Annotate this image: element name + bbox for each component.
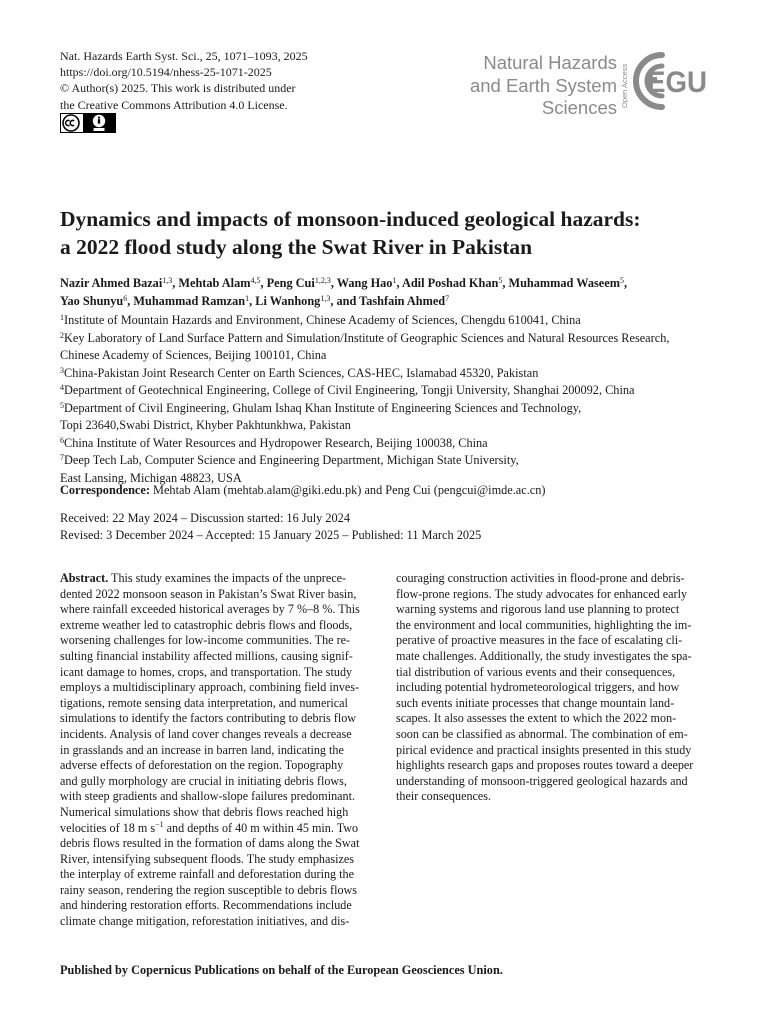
- correspondence-label: Correspondence:: [60, 483, 150, 497]
- abstract-line: debris flows resulted in the formation of dams along the Swat: [60, 836, 360, 851]
- affiliation-text: China-Pakistan Joint Research Center on Earth Sciences, CAS-HEC, Islamabad 45320, Pakistan: [64, 365, 539, 380]
- author-separator: ,: [249, 293, 256, 308]
- affiliation-text: Department of Civil Engineering, Ghulam Ishaq Khan Institute of Engineering Sciences and Technology,: [64, 400, 582, 415]
- author-name: Mehtab Alam: [178, 276, 251, 290]
- affiliation-text: Deep Tech Lab, Computer Science and Engineering Department, Michigan State University,: [64, 453, 519, 467]
- author-name: Peng Cui: [266, 276, 315, 290]
- abstract-line: understanding of monsoon-triggered geological hazards and: [396, 773, 688, 788]
- journal-name: [430, 52, 617, 120]
- affiliation-line: [60, 365, 720, 383]
- abstract-line: worsening challenges for low-income communities. The re-: [60, 633, 351, 648]
- affiliation-text: China Institute of Water Resources and Hydropower Research, Beijing 100038, China: [64, 435, 488, 450]
- author-list: [60, 275, 720, 310]
- affiliation-number: 1: [60, 313, 64, 322]
- citation-block: [60, 48, 308, 113]
- affiliation-text: Department of Geotechnical Engineering, College of Civil Engineering, Tongji University, Shanghai 200092, China: [64, 383, 635, 397]
- author-name: Wang Hao: [336, 276, 393, 290]
- abstract-line: icant damage to homes, crops, and transportation. The study: [60, 664, 353, 679]
- author-name: Nazir Ahmed Bazai: [60, 276, 163, 290]
- abstract-line: including potential hydrometeorological triggers, and how: [396, 680, 680, 695]
- affiliation-number: 3: [60, 365, 64, 375]
- abstract-line: velocities of 18 m $s^{-1}$ and depths of 40 m within 45 min. Two: [60, 819, 359, 835]
- abstract-line: simulations to identify the factors contributing to debris flow: [60, 711, 357, 726]
- author-affiliation-ref: 4,5: [250, 276, 261, 285]
- abstract-line: in grasslands and an increase in barren land, indicating the: [60, 742, 344, 757]
- author-separator: ,: [502, 276, 509, 290]
- abstract-line: dented 2022 monsoon season in Pakistan’s Swat River basin,: [60, 586, 357, 601]
- egu-logo: [632, 45, 712, 124]
- title-line: a 2022 flood study along the Swat River in Pakistan: [60, 235, 533, 259]
- open-access-label: [619, 52, 629, 115]
- abstract-line: Numerical simulations show that debris flows reached high: [60, 804, 349, 819]
- abstract-label: Abstract.: [60, 571, 109, 585]
- author-affiliation-ref: 5: [619, 276, 624, 285]
- affiliation-number: 7: [60, 453, 64, 462]
- affiliation-number: 6: [60, 435, 64, 445]
- doi-link[interactable]: https://doi.org/10.5194/nhess-25-1071-2025: [60, 65, 272, 80]
- abstract-line: sulting financial instability affected millions, causing signif-: [60, 648, 353, 663]
- author-separator: ,: [127, 293, 134, 308]
- abstract-line: pirical evidence and practical insights presented in this study: [396, 742, 692, 757]
- abstract-line: and gully morphology are crucial in initiating debris flows,: [60, 773, 347, 788]
- affiliation-number: 2: [60, 330, 64, 340]
- journal-name-line: Natural Hazards: [483, 52, 617, 73]
- affiliation-line: East Lansing, Michigan 48823, USA: [60, 470, 242, 485]
- author-affiliation-ref: 1: [245, 293, 250, 303]
- svg-text:EGU: EGU: [647, 66, 707, 99]
- dates-line-published: Revised: 3 December 2024 – Accepted: 15 January 2025 – Published: 11 March 2025: [60, 527, 482, 542]
- affiliation-line: [60, 382, 720, 400]
- author-name: Li Wanhong: [255, 293, 321, 308]
- author-affiliation-ref: 5: [498, 276, 503, 285]
- author-separator: ,: [623, 276, 628, 290]
- abstract-first-line: [60, 571, 372, 587]
- affiliation-text: Institute of Mountain Hazards and Environment, Chinese Academy of Sciences, Chengdu 610041, China: [64, 313, 581, 327]
- unit-exponent: −1: [155, 819, 164, 829]
- copyright-line: © Author(s) 2025. This work is distributed under: [60, 81, 296, 96]
- affiliation-number: 4: [60, 383, 64, 392]
- abstract-line: adverse effects of deforestation on the region. Topography: [60, 758, 344, 773]
- affiliation-line: [60, 312, 720, 330]
- abstract-text: This study examines the impacts of the unprece-: [108, 571, 347, 585]
- abstract-line: with steep gradients and shallow-slope failures predominant.: [60, 789, 356, 804]
- dates-line-received: Received: 22 May 2024 – Discussion started: 16 July 2024: [60, 511, 350, 525]
- abstract-line: tigations, remote sensing data interpretation, and numerical: [60, 695, 348, 710]
- abstract-line: scapes. It also assesses the extent to which the 2022 mon-: [396, 711, 677, 726]
- author-line: [60, 293, 720, 311]
- abstract-line: mate challenges. Additionally, the study investigates the spa-: [396, 648, 692, 663]
- author-affiliation-ref: 1,3: [320, 293, 331, 303]
- journal-citation: Nat. Hazards Earth Syst. Sci., 25, 1071–1093, 2025: [60, 49, 308, 63]
- affiliation-line: [60, 452, 720, 470]
- abstract-line: and hindering restoration efforts. Recommendations include: [60, 898, 352, 913]
- abstract-line: River, intensifying subsequent floods. The study emphasizes: [60, 851, 354, 866]
- abstract-line: incidents. Analysis of land cover changes reveals a decrease: [60, 726, 352, 741]
- author-separator: ,: [396, 276, 402, 290]
- title-line: Dynamics and impacts of monsoon-induced geological hazards:: [60, 207, 641, 231]
- abstract-line: warning systems and rigorous land use planning to protect: [396, 602, 680, 617]
- journal-name-line: and Earth System: [469, 74, 617, 96]
- abstract-line: rainy season, rendering the region susceptible to debris flows: [60, 882, 358, 897]
- abstract-line: highlights research gaps and proposes routes toward a deeper: [396, 758, 694, 773]
- author-affiliation-ref: 7: [445, 293, 450, 303]
- paper-title: [60, 205, 720, 261]
- abstract-line: soon can be classified as abnormal. The combination of em-: [396, 726, 688, 741]
- correspondence-text: Mehtab Alam (mehtab.alam@giki.edu.pk) and Peng Cui (pengcui@imde.ac.cn): [149, 483, 546, 497]
- author-affiliation-ref: 1,2,3: [314, 276, 331, 285]
- abstract-line: the interplay of extreme rainfall and deforestation during the: [60, 867, 354, 882]
- abstract-line: flow-prone regions. The study advocates for enhanced early: [396, 586, 688, 601]
- author-separator: ,: [172, 276, 179, 290]
- author-line: [60, 275, 720, 293]
- author-name: Muhammad Waseem: [508, 276, 620, 290]
- affiliation-line: Chinese Academy of Sciences, Beijing 100101, China: [60, 348, 327, 362]
- abstract-line: perative of proactive measures in the face of escalating cli-: [396, 633, 683, 648]
- abstract-line: climate change mitigation, reforestation initiatives, and dis-: [60, 914, 350, 929]
- author-affiliation-ref: 1: [392, 276, 397, 285]
- license-line: the Creative Commons Attribution 4.0 License.: [60, 97, 288, 112]
- author-affiliation-ref: 6: [123, 293, 128, 303]
- abstract-column-left: [60, 571, 372, 930]
- journal-name-line: Sciences: [541, 97, 617, 118]
- publication-dates: [60, 510, 481, 543]
- abstract-line: tial distribution of various events and their consequences,: [396, 664, 676, 679]
- abstract-line: the environment and local communities, highlighting the im-: [396, 617, 692, 632]
- affiliation-list: [60, 312, 720, 487]
- author-affiliation-ref: 1,3: [162, 276, 173, 285]
- author-name: Yao Shunyu: [60, 293, 124, 308]
- affiliation-line: [60, 435, 720, 453]
- affiliation-text: Key Laboratory of Land Surface Pattern and Simulation/Institute of Geographic Sciences and Natural Resources Research,: [64, 330, 670, 345]
- abstract-line: such events initiate processes that change mountain land-: [396, 695, 675, 710]
- affiliation-line: Topi 23640,Swabi District, Khyber Pakhtunkhwa, Pakistan: [60, 418, 351, 432]
- publisher-footer: Published by Copernicus Publications on behalf of the European Geosciences Union.: [60, 963, 503, 977]
- author-separator: ,: [260, 276, 267, 290]
- abstract-column-right: [396, 571, 708, 805]
- author-name: Adil Poshad Khan: [401, 276, 499, 290]
- cc-by-license-icon[interactable]: [60, 113, 116, 138]
- affiliation-line: [60, 400, 720, 418]
- author-name: Tashfain Ahmed: [359, 293, 446, 308]
- affiliation-line: [60, 330, 720, 348]
- abstract-line: extreme weather led to catastrophic debris flows and floods,: [60, 617, 353, 632]
- abstract-line: their consequences.: [396, 789, 492, 804]
- correspondence: [60, 482, 546, 499]
- author-separator: ,: [330, 276, 337, 290]
- abstract-line: where rainfall exceeded historical averages by 7 %–8 %. This: [60, 602, 360, 617]
- author-name: Muhammad Ramzan: [133, 293, 246, 308]
- svg-text:Open Access: Open Access: [620, 63, 629, 108]
- abstract-line: employs a multidisciplinary approach, combining field inves-: [60, 680, 360, 695]
- author-separator: , and: [330, 293, 360, 308]
- affiliation-number: 5: [60, 400, 64, 410]
- abstract-line: couraging construction activities in flood-prone and debris-: [396, 571, 685, 585]
